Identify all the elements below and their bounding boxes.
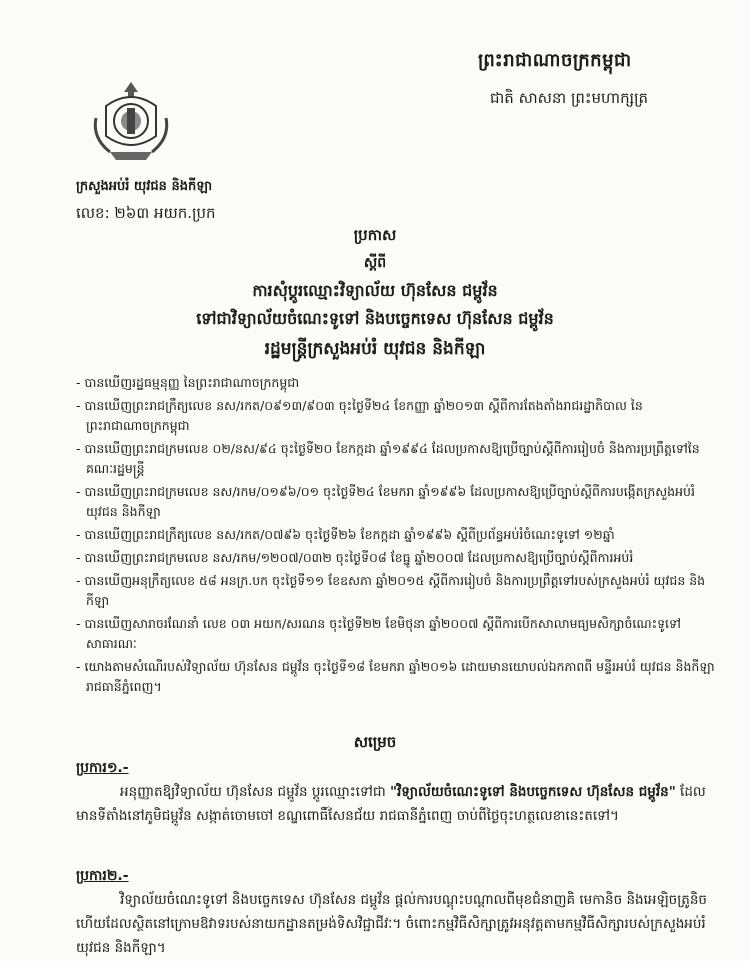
reference-item: - បានឃើញរដ្ឋធម្មនុញ្ញ នៃព្រះរាជាណាចក្រកម្ពុជា <box>76 373 716 393</box>
national-motto: ជាតិ សាសនា ព្រះមហាក្សត្រ <box>490 89 649 107</box>
kingdom-name: ព្រះរាជាណាចក្រកម្ពុជា <box>478 50 632 71</box>
reference-item: - បានឃើញសារាចរណែនាំ លេខ ០៣ អយក/សរណន ចុះថ្ងៃទី២២ ខែមិថុនា ឆ្នាំ២០០៧ ស្តីពីការបើកសាលាមធ្យមសិក្សាចំណេះទូទៅសាធារណៈ <box>76 614 716 654</box>
reference-item: - បានឃើញព្រះរាជក្រឹត្យលេខ នស/រកត/០៩១៣/៩០៣ ចុះថ្ងៃទី២៤ ខែកញ្ញា ឆ្នាំ២០១៣ ស្តីពីការតែងតាំងរាជរដ្ឋាភិបាល នៃព្រះរាជាណាចក្រកម្ពុជា <box>76 396 716 436</box>
legal-references <box>76 373 716 700</box>
article-1-text-before: អនុញ្ញាតឱ្យវិទ្យាល័យ ហ៊ុនសែន ជម្ពូវ័ន ប្តូរឈ្មោះទៅជា <box>120 784 390 800</box>
document-kind: ប្រកាស <box>353 226 397 244</box>
article-2-title: ប្រការ២.- <box>76 868 129 884</box>
article-1-title: ប្រការ១.- <box>76 760 129 776</box>
title-line-1: ការសុំប្តូរឈ្មោះវិទ្យាល័យ ហ៊ុនសែន ជម្ពូវ័ន <box>252 281 498 300</box>
title-about: ស្តីពី <box>363 255 387 271</box>
reference-item: - បានឃើញព្រះរាជក្រមលេខ នស/រកម/១២០៧/០៣២ ចុះថ្ងៃទី០៨ ខែធ្នូ ឆ្នាំ២០០៧ ដែលប្រកាសឱ្យប្រើច្បាប់ស្តីពីការអប់រំ <box>76 548 716 568</box>
reference-item: - បានឃើញព្រះរាជក្រមលេខ នស/រកម/០១៩៦/០១ ចុះថ្ងៃទី២៤ ខែមករា ឆ្នាំ១៩៩៦ ដែលប្រកាសឱ្យប្រើច្បាប់ស្តីពីការបង្កើតក្រសួងអប់រំ យុវជន និងកីឡា <box>76 482 716 522</box>
article-1-text-after: ដែលមានទីតាំងនៅភូមិជម្ពូវ័ន សង្កាត់ចោមចៅ ខណ្ឌពោធិ៍សែនជ័យ រាជធានីភ្នំពេញ ចាប់ពីថ្ងៃចុះហត្ថលេខានេះតទៅ។ <box>76 784 706 824</box>
ministry-emblem-icon <box>88 78 174 164</box>
ministry-name: ក្រសួងអប់រំ យុវជន និងកីឡា <box>76 179 213 194</box>
article-1-body <box>76 780 716 828</box>
reference-item: - បានឃើញអនុក្រឹត្យលេខ ៥៨ អនក្រ.បក ចុះថ្ងៃទី១១ ខែឧសភា ឆ្នាំ២០១៥ ស្តីពីការរៀបចំ និងការប្រព្រឹត្តទៅរបស់ក្រសួងអប់រំ យុវជន និងកីឡា <box>76 571 716 611</box>
reference-number: លេខ: ២៦៣ អយក.ប្រក <box>76 204 216 222</box>
title-line-2: ទៅជាវិទ្យាល័យចំណេះទូទៅ និងបច្ចេកទេស ហ៊ុនសែន ជម្ពូវ័ន <box>196 309 554 328</box>
article-1-new-name: "វិទ្យាល័យចំណេះទូទៅ និងបច្ចេកទេស ហ៊ុនសែន ជម្ពូវ័ន" <box>389 784 676 800</box>
reference-item: - យោងតាមសំណើរបស់វិទ្យាល័យ ហ៊ុនសែន ជម្ពូវ័ន ចុះថ្ងៃទី១៨ ខែមករា ឆ្នាំ២០១៦ ដោយមានយោបល់ឯកភាពពី មន្ទីរអប់រំ យុវជន និងកីឡា រាជធានីភ្នំពេញ។ <box>76 657 716 697</box>
kingdom-header <box>478 48 718 111</box>
decree-title <box>0 226 750 332</box>
reference-item: - បានឃើញព្រះរាជក្រឹត្យលេខ នស/រកត/០៧៩៦ ចុះថ្ងៃទី២៦ ខែកក្កដា ឆ្នាំ១៩៩៦ ស្តីពីប្រព័ន្ធអប់រំចំណេះទូទៅ ១២ឆ្នាំ <box>76 525 716 545</box>
minister-heading: រដ្ឋមន្ត្រីក្រសួងអប់រំ យុវជន និងកីឡា <box>264 339 486 359</box>
decision-heading: សម្រេច <box>353 733 397 751</box>
reference-item: - បានឃើញព្រះរាជក្រមលេខ ០២/នស/៩៤ ចុះថ្ងៃទី២០ ខែកក្កដា ឆ្នាំ១៩៩៤ ដែលប្រកាសឱ្យប្រើច្បាប់ស្តីពីការរៀបចំ និងការប្រព្រឹត្តទៅនៃគណៈរដ្ឋមន្ត្រី <box>76 439 716 479</box>
article-2-body: វិទ្យាល័យចំណេះទូទៅ និងបច្ចេកទេស ហ៊ុនសែន ជម្ពូវ័ន ផ្តល់ការបណ្តុះបណ្តាលពីមុខជំនាញគិ មេកានិច និងអេឡិចត្រូនិច ហើយដែលស្ថិតនៅក្រោមឱវាទរបស់នាយកដ្ឋានតម្រង់ទិសវិជ្ជាជីវៈ។ ចំពោះកម្មវិធីសិក្សាត្រូវអនុវត្តតាមកម្មវិធីសិក្សារបស់ក្រសួងអប់រំ យុវជន និងកីឡា។ <box>76 892 707 956</box>
